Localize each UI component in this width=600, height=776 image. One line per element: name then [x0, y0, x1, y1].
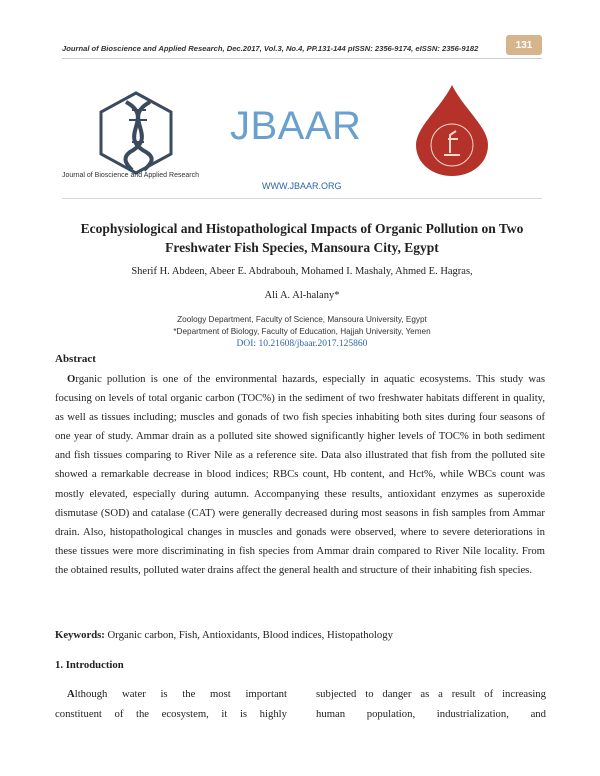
- journal-brand: JBAAR: [230, 104, 362, 148]
- intro-left-first-line: [55, 684, 287, 704]
- keywords-text: Organic carbon, Fish, Antioxidants, Blood indices, Histopathology: [104, 629, 393, 641]
- journal-url-link[interactable]: WWW.JBAAR.ORG: [262, 181, 342, 191]
- journal-citation-line: Journal of Bioscience and Applied Research, Dec.2017, Vol.3, No.4, PP.131-144 pISSN: 2356-9174, eISSN: 2356-9182: [62, 44, 479, 53]
- keywords-label: Keywords:: [55, 629, 105, 641]
- article-title: Ecophysiological and Histopathological Impacts of Organic Pollution on Two Freshwater Fish Species, Mansoura City, Egypt: [80, 221, 524, 255]
- intro-right-line-1: subjected to danger as a result of increasing: [316, 688, 546, 700]
- abstract-heading: Abstract: [55, 353, 96, 365]
- introduction-right-column: [316, 684, 546, 724]
- introduction-heading: 1. Introduction: [55, 659, 124, 671]
- dna-logo-icon: [96, 90, 176, 176]
- doi-link[interactable]: DOI: 10.21608/jbaar.2017.125860: [236, 339, 368, 349]
- keywords: [55, 629, 393, 641]
- intro-initial: A: [67, 688, 75, 700]
- author-list: Sherif H. Abdeen, Abeer E. Abdrabouh, Mohamed I. Mashaly, Ahmed E. Hagras,: [131, 266, 473, 277]
- abstract-initial: O: [67, 373, 76, 385]
- affiliation-2: *Department of Biology, Faculty of Education, Hajjah University, Yemen: [173, 327, 431, 336]
- intro-left-line-2: constituent of the ecosystem, it is highly: [55, 708, 287, 720]
- introduction-left-column: [55, 684, 287, 724]
- author-list-continued: Ali A. Al-halany*: [264, 290, 340, 301]
- masthead-rule: [62, 198, 542, 199]
- affiliation-1: Zoology Department, Faculty of Science, Mansoura University, Egypt: [177, 315, 427, 324]
- header-rule: [62, 58, 542, 59]
- abstract-text: rganic pollution is one of the environmental hazards, especially in aquatic ecosystems. This study was focusing on levels of total organic carbon (TOC%) in the sediment of two freshwater habitats different in quality, as well as tissues including; muscles and gonads of two fish species inhabiting both sites during four seasons of one year of study. Ammar drain as a polluted site showed significantly higher levels of TOC% in both sediment and fish tissues comparing to River Nile as a reference site. Data also illustrated that fish from the polluted site showed a remarkable decrease in blood indices; RBCs count, Hb content, and Hct%, while WBCs count was mostly elevated, especially during autumn. Accompanying these results, antioxidant enzymes as superoxide dismutase (SOD) and catalase (CAT) were generally decreased during most seasons in fish samples from Ammar drain. Also, histopathological changes in muscles and gonads were observed, where to severe deteriorations in these tissues were more discriminating in fish species from Ammar drain compared to River Nile locality. From the obtained results, polluted water drains affect the general health and structure of their inhabiting fish species.: [55, 373, 545, 576]
- affiliations: [62, 314, 542, 338]
- abstract-body: [55, 370, 545, 580]
- page-number-badge: 131: [506, 35, 542, 55]
- intro-left-line-1: lthough water is the most important: [74, 688, 287, 700]
- journal-name: Journal of Bioscience and Applied Research: [62, 172, 199, 179]
- intro-right-line-2: human population, industrialization, and: [316, 708, 546, 720]
- society-seal-icon: [414, 83, 490, 178]
